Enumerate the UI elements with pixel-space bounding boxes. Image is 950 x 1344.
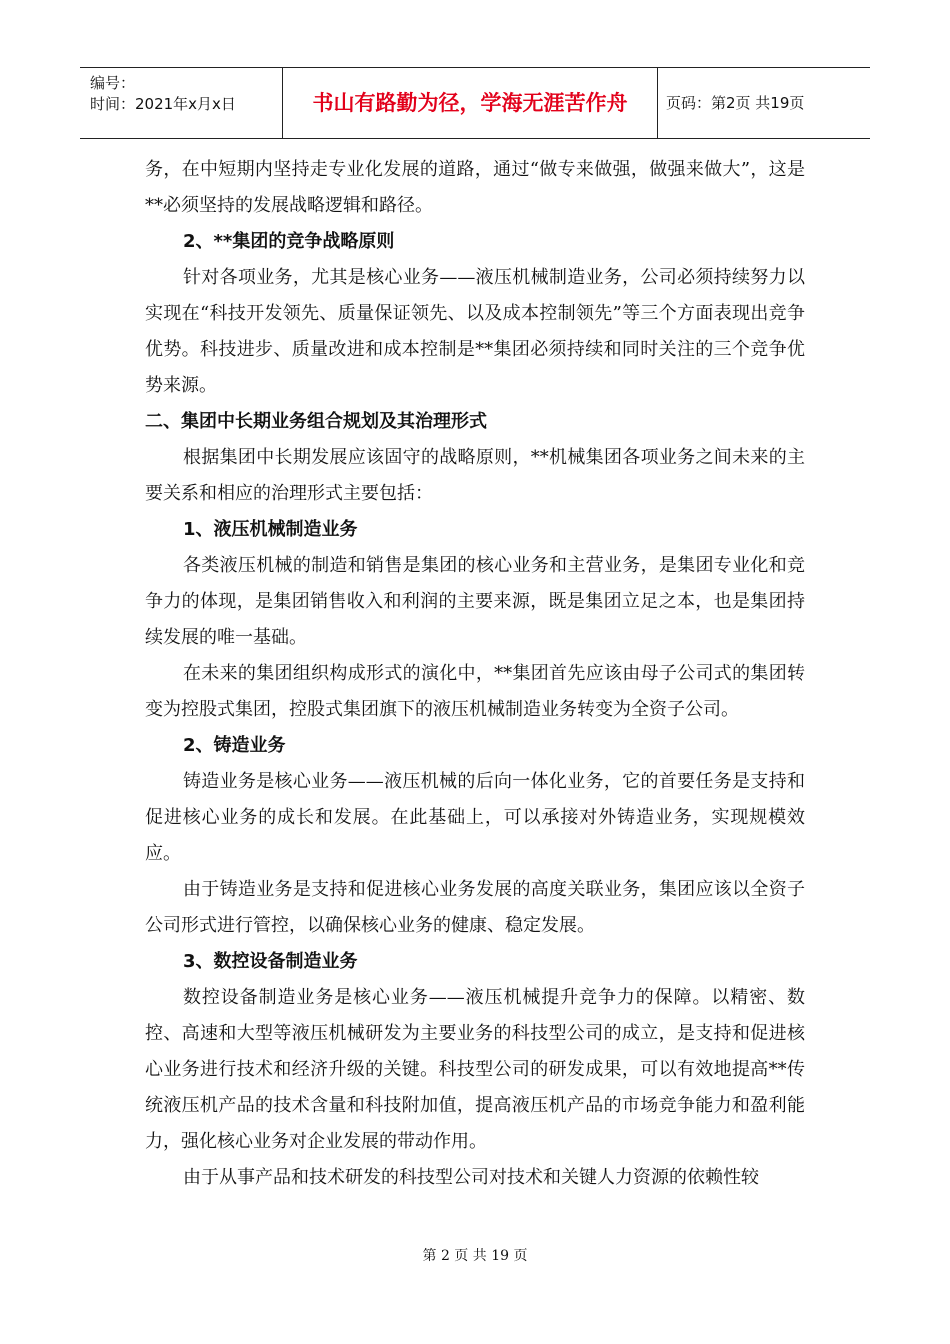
paragraph: 铸造业务是核心业务——液压机械的后向一体化业务，它的首要任务是支持和促进核心业务的成长和发展。在此基础上，可以承接对外铸造业务，实现规模效应。: [145, 771, 805, 864]
subheading: 2、**集团的竞争战略原则: [183, 231, 395, 252]
header-page-info: 页码：第2页 共19页: [666, 94, 805, 112]
header-motto: 书山有路勤为径，学海无涯苦作舟: [283, 68, 658, 138]
paragraph: 由于从事产品和技术研发的科技型公司对技术和关键人力资源的依赖性较: [183, 1167, 759, 1188]
paragraph: 务，在中短期内坚持走专业化发展的道路，通过“做专来做强，做强来做大”，这是**必须坚持的发展战略逻辑和路径。: [145, 159, 805, 216]
subheading: 3、数控设备制造业务: [183, 951, 358, 972]
subheading: 2、铸造业务: [183, 735, 286, 756]
page-footer: 第 2 页 共 19 页: [422, 1248, 528, 1264]
document-body: [145, 152, 805, 1196]
subheading: 1、液压机械制造业务: [183, 519, 358, 540]
paragraph: 针对各项业务，尤其是核心业务——液压机械制造业务，公司必须持续努力以实现在“科技开发领先、质量保证领先、以及成本控制领先”等三个方面表现出竞争优势。科技进步、质量改进和成本控制是**集团必须持续和同时关注的三个竞争优势来源。: [145, 267, 805, 396]
paragraph: 数控设备制造业务是核心业务——液压机械提升竞争力的保障。以精密、数控、高速和大型等液压机械研发为主要业务的科技型公司的成立，是支持和促进核心业务进行技术和经济升级的关键。科技型公司的研发成果，可以有效地提高**传统液压机产品的技术含量和科技附加值，提高液压机产品的市场竞争能力和盈利能力，强化核心业务对企业发展的带动作用。: [145, 987, 805, 1152]
paragraph: 在未来的集团组织构成形式的演化中，**集团首先应该由母子公司式的集团转变为控股式集团，控股式集团旗下的液压机械制造业务转变为全资子公司。: [145, 663, 805, 720]
section-heading: 二、集团中长期业务组合规划及其治理形式: [145, 411, 487, 432]
document-date: 时间：2021年x月x日: [90, 95, 236, 113]
header-meta: [80, 68, 283, 138]
page-header: [80, 67, 870, 139]
paragraph: 根据集团中长期发展应该固守的战略原则，**机械集团各项业务之间未来的主要关系和相应的治理形式主要包括：: [145, 447, 805, 504]
document-number: 编号：: [90, 74, 136, 92]
paragraph: 由于铸造业务是支持和促进核心业务发展的高度关联业务，集团应该以全资子公司形式进行管控，以确保核心业务的健康、稳定发展。: [145, 879, 805, 936]
paragraph: 各类液压机械的制造和销售是集团的核心业务和主营业务，是集团专业化和竞争力的体现，是集团销售收入和利润的主要来源，既是集团立足之本，也是集团持续发展的唯一基础。: [145, 555, 805, 648]
